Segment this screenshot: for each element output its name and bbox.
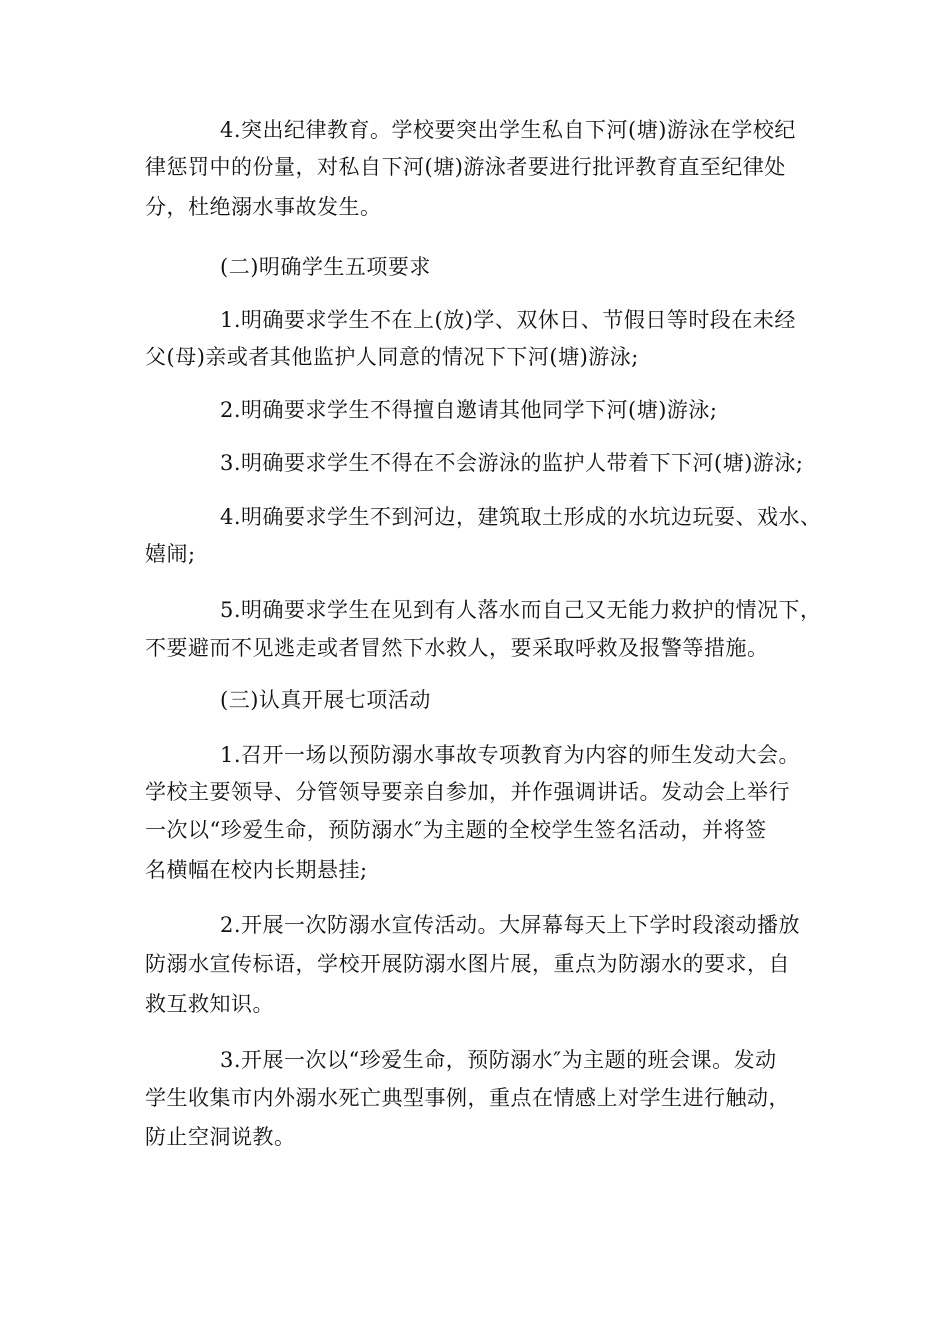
text-line: 一次以“珍爱生命，预防溺水″为主题的全校学生签名活动，并将签 — [145, 818, 767, 842]
text-line: 父(母)亲或者其他监护人同意的情况下下河(塘)游泳; — [145, 345, 639, 369]
text-line: 2.明确要求学生不得擅自邀请其他同学下河(塘)游泳; — [220, 398, 718, 422]
text-line: 不要避而不见逃走或者冒然下水救人，要采取呼救及报警等措施。 — [145, 636, 769, 660]
text-line: 嬉闹; — [145, 542, 196, 566]
text-line: 防止空洞说教。 — [145, 1125, 296, 1149]
text-line: 4.突出纪律教育。学校要突出学生私自下河(塘)游泳在学校纪 — [220, 118, 796, 142]
text-line: 3.明确要求学生不得在不会游泳的监护人带着下下河(塘)游泳; — [220, 451, 804, 475]
text-line: 1.明确要求学生不在上(放)学、双休日、节假日等时段在未经 — [220, 308, 796, 332]
section-heading: (二)明确学生五项要求 — [220, 255, 431, 279]
text-line: 4.明确要求学生不到河边，建筑取土形成的水坑边玩耍、戏水、 — [220, 505, 822, 529]
text-line: 5.明确要求学生在见到有人落水而自己又无能力救护的情况下， — [220, 598, 822, 622]
text-line: 律惩罚中的份量，对私自下河(塘)游泳者要进行批评教育直至纪律处 — [145, 155, 786, 179]
text-line: 名横幅在校内长期悬挂; — [145, 858, 368, 882]
text-line: 防溺水宣传标语，学校开展防溺水图片展，重点为防溺水的要求，自 — [145, 952, 790, 976]
text-line: 分，杜绝溺水事故发生。 — [145, 195, 382, 219]
section-heading: (三)认真开展七项活动 — [220, 688, 431, 712]
text-line: 学校主要领导、分管领导要亲自参加，并作强调讲话。发动会上举行 — [145, 780, 790, 804]
text-line: 救互救知识。 — [145, 992, 274, 1016]
text-line: 3.开展一次以“珍爱生命，预防溺水″为主题的班会课。发动 — [220, 1048, 777, 1072]
text-line: 1.召开一场以预防溺水事故专项教育为内容的师生发动大会。 — [220, 743, 801, 767]
text-line: 学生收集市内外溺水死亡典型事例，重点在情感上对学生进行触动， — [145, 1086, 790, 1110]
text-line: 2.开展一次防溺水宣传活动。大屏幕每天上下学时段滚动播放 — [220, 913, 801, 937]
